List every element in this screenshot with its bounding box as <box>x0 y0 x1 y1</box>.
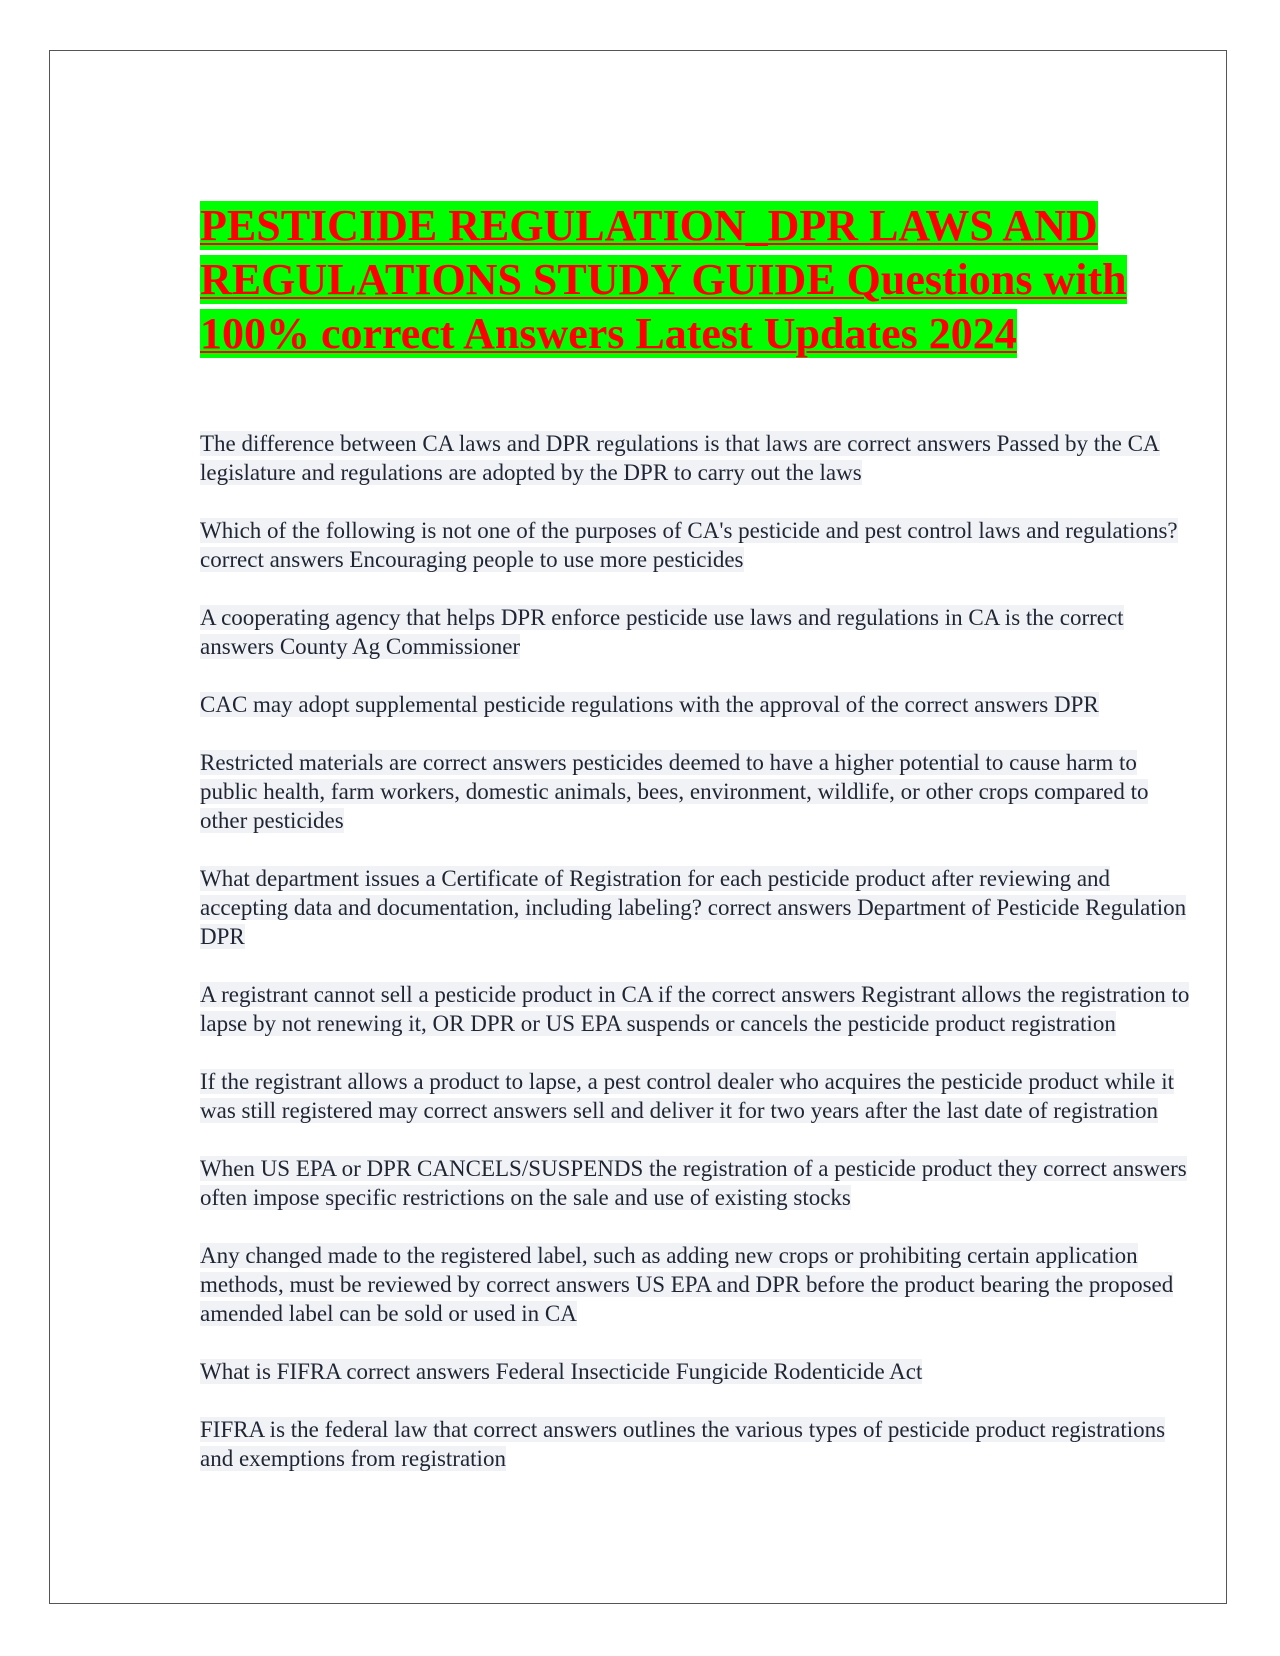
qa-item-text: What department issues a Certificate of Registration for each pesticide product after reviewing and accepting data and documentation, including labeling? correct answers Department of Pesticide Regulation DPR <box>200 866 1187 949</box>
qa-item <box>200 748 1190 835</box>
qa-item-text: FIFRA is the federal law that correct answers outlines the various types of pesticide product registrations and exemptions from registration <box>200 1417 1166 1471</box>
qa-item-text: A registrant cannot sell a pesticide product in CA if the correct answers Registrant allows the registration to lapse by not renewing it, OR DPR or US EPA suspends or cancels the pesticide product registration <box>200 982 1190 1036</box>
qa-item <box>200 1415 1190 1473</box>
qa-item <box>200 980 1190 1038</box>
qa-item-text: CAC may adopt supplemental pesticide regulations with the approval of the correct answers DPR <box>200 692 1099 717</box>
qa-item-text: What is FIFRA correct answers Federal Insecticide Fungicide Rodenticide Act <box>200 1359 923 1384</box>
qa-item <box>200 1357 1190 1386</box>
qa-item-text: If the registrant allows a product to lapse, a pest control dealer who acquires the pesticide product while it was still registered may correct answers sell and deliver it for two years after the last date of registration <box>200 1069 1174 1123</box>
qa-item <box>200 1241 1190 1328</box>
qa-item <box>200 603 1190 661</box>
qa-item-text: Restricted materials are correct answers pesticides deemed to have a higher potential to cause harm to public health, farm workers, domestic animals, bees, environment, wildlife, or other crops compared to other pesticides <box>200 750 1149 833</box>
document-content <box>200 199 1190 1502</box>
qa-item-text: When US EPA or DPR CANCELS/SUSPENDS the registration of a pesticide product they correct answers often impose specific restrictions on the sale and use of existing stocks <box>200 1156 1187 1210</box>
qa-item <box>200 516 1190 574</box>
qa-item-text: Any changed made to the registered label, such as adding new crops or prohibiting certain application methods, must be reviewed by correct answers US EPA and DPR before the product bearing the proposed amended label can be sold or used in CA <box>200 1243 1174 1326</box>
qa-item-text: A cooperating agency that helps DPR enforce pesticide use laws and regulations in CA is the correct answers County Ag Commissioner <box>200 605 1124 659</box>
qa-item <box>200 1067 1190 1125</box>
qa-item <box>200 1154 1190 1212</box>
document-title <box>200 199 1190 361</box>
qa-item <box>200 429 1190 487</box>
qa-item <box>200 864 1190 951</box>
qa-item-text: Which of the following is not one of the purposes of CA's pesticide and pest control laws and regulations? correct answers Encouraging people to use more pesticides <box>200 518 1178 572</box>
document-page <box>49 50 1227 1604</box>
qa-item-text: The difference between CA laws and DPR regulations is that laws are correct answers Passed by the CA legislature and regulations are adopted by the DPR to carry out the laws <box>200 431 1160 485</box>
qa-list <box>200 429 1190 1473</box>
qa-item <box>200 690 1190 719</box>
document-title-text: PESTICIDE REGULATION_DPR LAWS AND REGULATIONS STUDY GUIDE Questions with 100% correct Answers Latest Updates 2024 <box>200 201 1127 358</box>
